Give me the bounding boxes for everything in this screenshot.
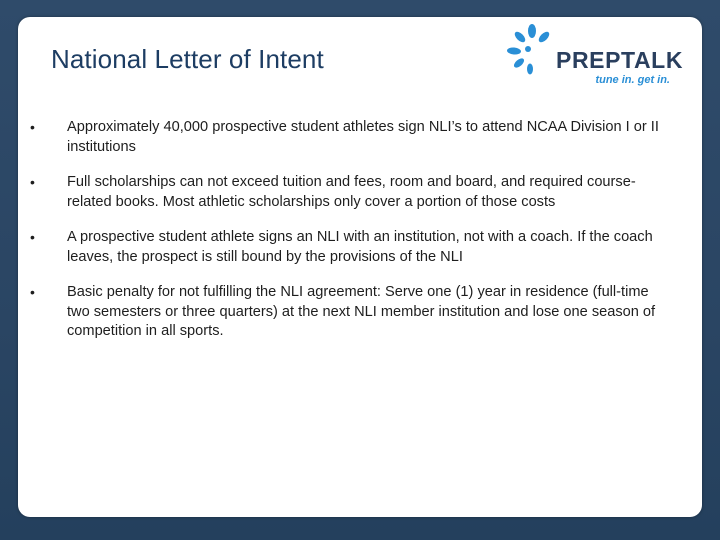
bullet-marker: •	[30, 284, 35, 300]
bullet-list	[18, 118, 702, 358]
bullet-text: A prospective student athlete signs an NLI with an institution, not with a coach. If the coach leaves, the prospect is still bound by the provisions of the NLI	[67, 229, 653, 265]
bullet-item	[18, 283, 702, 342]
bullet-marker: •	[30, 174, 35, 190]
logo-tagline: tune in. get in.	[595, 74, 670, 86]
bullet-item	[18, 228, 702, 267]
flower-burst-icon	[500, 21, 560, 77]
slide-card	[18, 17, 702, 517]
bullet-marker: •	[30, 119, 35, 135]
bullet-text: Basic penalty for not fulfilling the NLI agreement: Serve one (1) year in residence (full-time two semesters or three quarters) at the next NLI member institution and lose one season of competition in all sports.	[67, 284, 656, 339]
slide-title: National Letter of Intent	[51, 44, 324, 74]
bullet-item	[18, 173, 702, 212]
preptalk-logo	[500, 21, 690, 91]
logo-brand-text: PREPTALK	[556, 47, 684, 73]
bullet-text: Approximately 40,000 prospective student athletes sign NLI’s to attend NCAA Division I or II institutions	[67, 119, 659, 155]
bullet-text: Full scholarships can not exceed tuition and fees, room and board, and required course-related books. Most athletic scholarships only cover a portion of those costs	[67, 174, 636, 210]
bullet-item	[18, 118, 702, 157]
bullet-marker: •	[30, 229, 35, 245]
